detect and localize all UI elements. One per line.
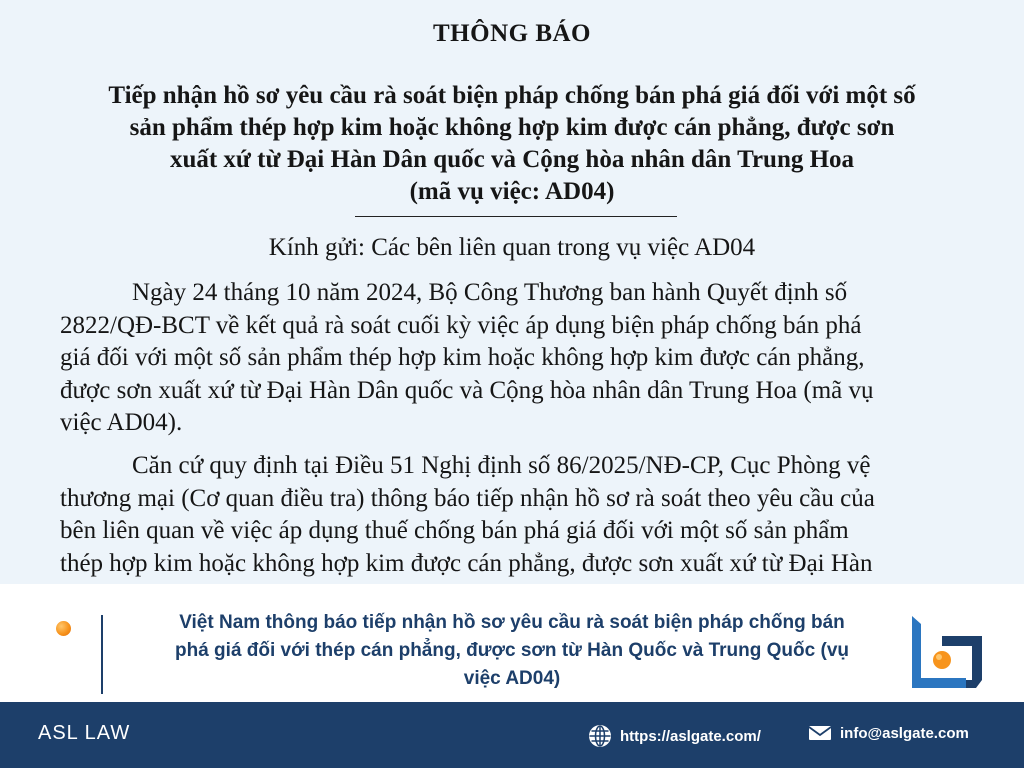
salutation: Kính gửi: Các bên liên quan trong vụ việc AD04 [268, 234, 756, 261]
envelope-icon [808, 724, 832, 742]
email-text: info@aslgate.com [840, 724, 969, 742]
paragraph-line: việc AD04). [60, 409, 183, 436]
email-link[interactable] [808, 724, 969, 742]
paragraph-decision [60, 277, 972, 440]
headline-line: Việt Nam thông báo tiếp nhận hồ sơ yêu cầu rà soát biện pháp chống bán [179, 612, 845, 633]
paragraph-line: giá đối với một số sản phẩm thép hợp kim hoặc không hợp kim được cán phẳng, [60, 344, 865, 371]
document-subtitle [40, 80, 984, 208]
headline-line: việc AD04) [463, 668, 561, 689]
paragraph-line: thương mại (Cơ quan điều tra) thông báo tiếp nhận hồ sơ rà soát theo yêu cầu của [60, 484, 875, 512]
website-text: https://aslgate.com/ [620, 727, 761, 745]
paragraph-line: bên liên quan về việc áp dụng thuế chống bán phá giá đối với một số sản phẩm [60, 517, 849, 544]
article-headline [112, 609, 912, 693]
footer-bar [0, 702, 1024, 768]
headline-line: phá giá đối với thép cán phẳng, được sơn từ Hàn Quốc và Trung Quốc (vụ [175, 640, 849, 661]
paragraph-line: Căn cứ quy định tại Điều 51 Nghị định số 86/2025/NĐ-CP, Cục Phòng vệ [132, 452, 871, 479]
subtitle-line: (mã vụ việc: AD04) [409, 178, 615, 205]
paragraph-line: được sơn xuất xứ từ Đại Hàn Dân quốc và Cộng hòa nhân dân Trung Hoa (mã vụ [60, 376, 874, 404]
website-link[interactable] [588, 724, 761, 748]
orange-dot-icon [56, 621, 71, 636]
brand-name: ASL LAW [38, 722, 131, 744]
document-title: THÔNG BÁO [433, 20, 591, 47]
subtitle-line: Tiếp nhận hồ sơ yêu cầu rà soát biện pháp chống bán phá giá đối với một số [108, 82, 916, 109]
title-divider [355, 216, 677, 217]
paragraph-line: Ngày 24 tháng 10 năm 2024, Bộ Công Thương ban hành Quyết định số [132, 279, 848, 306]
subtitle-line: xuất xứ từ Đại Hàn Dân quốc và Cộng hòa nhân dân Trung Hoa [169, 146, 855, 173]
globe-icon [588, 724, 612, 748]
subtitle-line: sản phẩm thép hợp kim hoặc không hợp kim được cán phẳng, được sơn [129, 114, 895, 141]
headline-divider [101, 615, 103, 694]
paragraph-line: 2822/QĐ-BCT về kết quả rà soát cuối kỳ việc áp dụng biện pháp chống bán phá [60, 311, 862, 339]
paragraph-line: thép hợp kim hoặc không hợp kim được cán phẳng, được sơn xuất xứ từ Đại Hàn [60, 549, 873, 577]
asl-logo-icon [910, 614, 988, 690]
